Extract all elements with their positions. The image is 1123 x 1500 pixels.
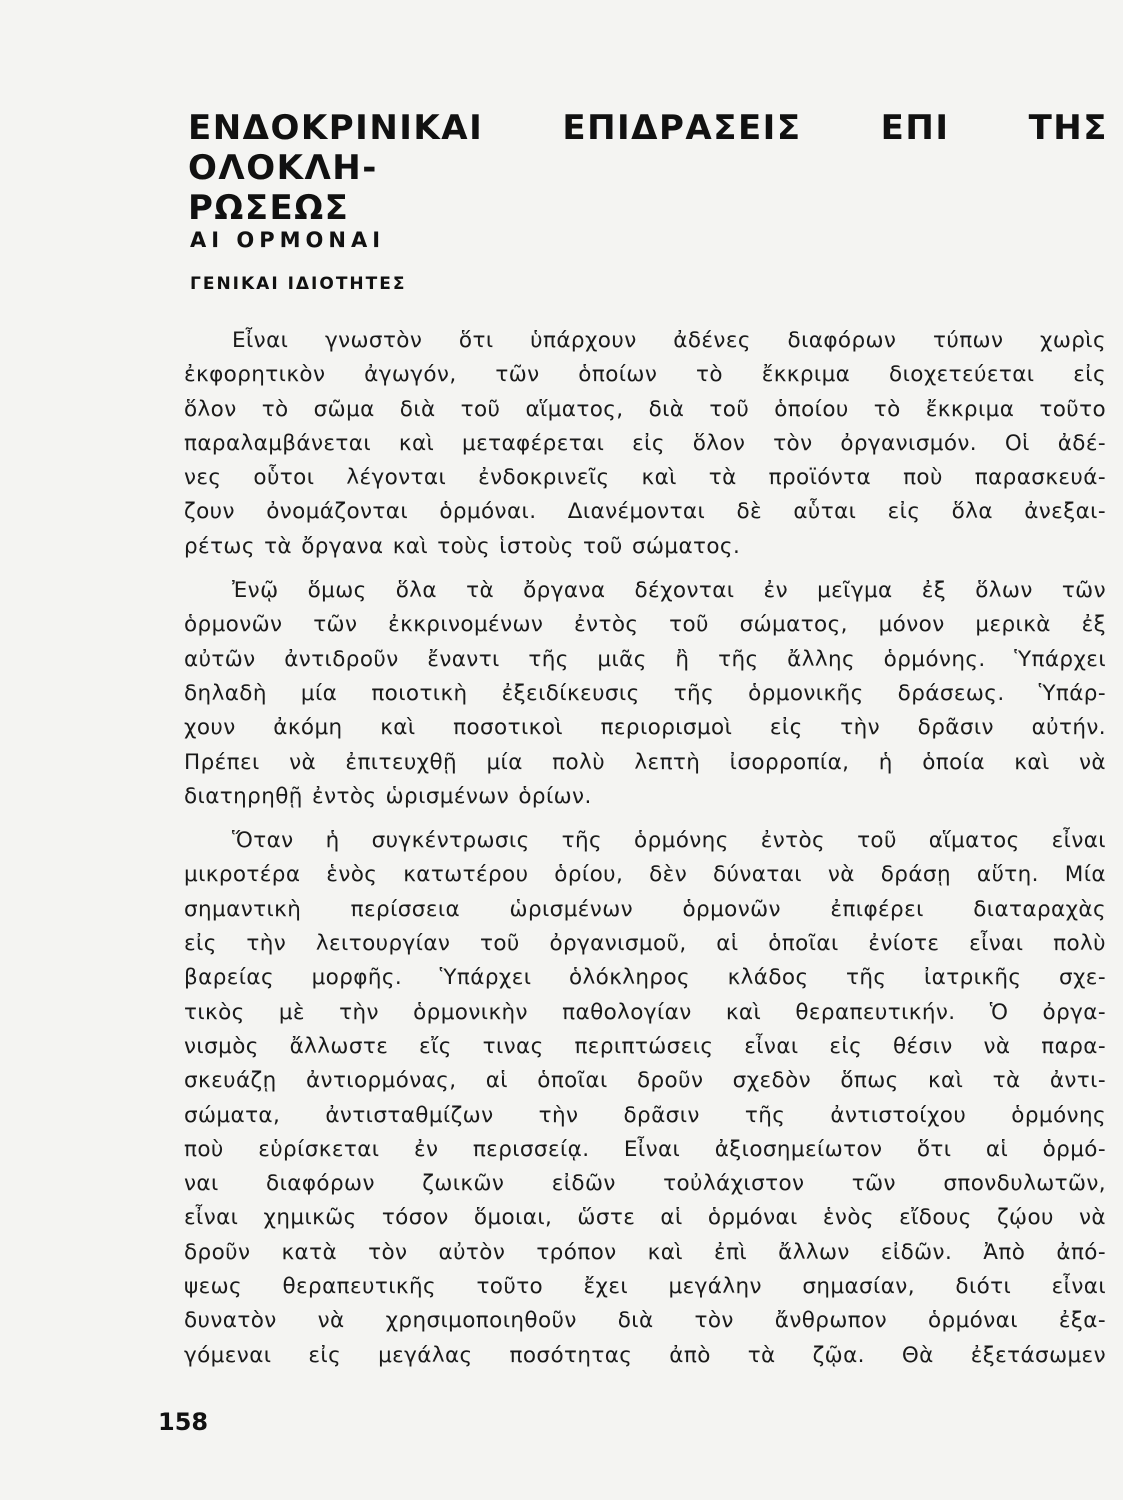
text-line: ψεως θεραπευτικῆς τοῦτο ἔχει μεγάλην σημασίαν, διότι εἶναι (184, 1274, 1106, 1300)
text-line: ὁρμονῶν τῶν ἐκκρινομένων ἐντὸς τοῦ σώματος, μόνον μερικὰ ἐξ (184, 612, 1106, 638)
paragraph-1 (184, 324, 1106, 564)
section-heading: ΑΙ ΟΡΜΟΝΑΙ (190, 228, 386, 252)
page-number: 158 (158, 1408, 209, 1436)
text-line: εἰς τὴν λειτουργίαν τοῦ ὀργανισμοῦ, αἱ ὁποῖαι ἐνίοτε εἶναι πολὺ (184, 931, 1106, 957)
text-line: χουν ἀκόμη καὶ ποσοτικοὶ περιορισμοὶ εἰς τὴν δρᾶσιν αὐτήν. (184, 715, 1106, 741)
body-text (184, 324, 1106, 1373)
text-line: Ἐνῷ ὅμως ὅλα τὰ ὄργανα δέχονται ἐν μεῖγμα ἐξ ὅλων τῶν (232, 578, 1106, 604)
chapter-title (188, 108, 1108, 228)
text-line: νες οὗτοι λέγονται ἐνδοκρινεῖς καὶ τὰ προϊόντα ποὺ παρασκευά- (184, 465, 1106, 491)
chapter-title-line-2: ΡΩΣΕΩΣ (188, 188, 350, 228)
chapter-title-line-1: ΕΝΔΟΚΡΙΝΙΚΑΙ ΕΠΙΔΡΑΣΕΙΣ ΕΠΙ ΤΗΣ ΟΛΟΚΛΗ- (188, 108, 1108, 188)
paragraph-3 (184, 824, 1106, 1373)
text-line: ζουν ὀνομάζονται ὁρμόναι. Διανέμονται δὲ αὗται εἰς ὅλα ἀνεξαι- (184, 499, 1106, 525)
text-line: Ὅταν ἡ συγκέντρωσις τῆς ὁρμόνης ἐντὸς τοῦ αἵματος εἶναι (232, 828, 1106, 854)
text-line: ρέτως τὰ ὄργανα καὶ τοὺς ἱστοὺς τοῦ σώματος. (184, 533, 741, 559)
text-line: Πρέπει νὰ ἐπιτευχθῇ μία πολὺ λεπτὴ ἰσορροπία, ἡ ὁποία καὶ νὰ (184, 749, 1106, 775)
text-line: μικροτέρα ἑνὸς κατωτέρου ὁρίου, δὲν δύναται νὰ δράσῃ αὕτη. Μία (184, 862, 1106, 888)
text-line: βαρείας μορφῆς. Ὑπάρχει ὁλόκληρος κλάδος τῆς ἰατρικῆς σχε- (184, 965, 1106, 991)
text-line: δυνατὸν νὰ χρησιμοποιηθοῦν διὰ τὸν ἄνθρωπον ὁρμόναι ἐξα- (184, 1308, 1106, 1334)
text-line: διατηρηθῇ ἐντὸς ὡρισμένων ὁρίων. (184, 783, 592, 809)
text-line: ποὺ εὑρίσκεται ἐν περισσείᾳ. Εἶναι ἀξιοσημείωτον ὅτι αἱ ὁρμό- (184, 1136, 1106, 1162)
subsection-heading: ΓΕΝΙΚΑΙ ΙΔΙΟΤΗΤΕΣ (190, 274, 407, 294)
text-line: εἶναι χημικῶς τόσον ὅμοιαι, ὥστε αἱ ὁρμόναι ἑνὸς εἴδους ζῴου νὰ (184, 1205, 1106, 1231)
text-line: ὅλον τὸ σῶμα διὰ τοῦ αἵματος, διὰ τοῦ ὁποίου τὸ ἔκκριμα τοῦτο (184, 396, 1106, 422)
text-line: σκευάζῃ ἀντιορμόνας, αἱ ὁποῖαι δροῦν σχεδὸν ὅπως καὶ τὰ ἀντι- (184, 1068, 1106, 1094)
text-line: παραλαμβάνεται καὶ μεταφέρεται εἰς ὅλον τὸν ὀργανισμόν. Οἱ ἀδέ- (184, 430, 1106, 456)
text-line: δηλαδὴ μία ποιοτικὴ ἐξειδίκευσις τῆς ὁρμονικῆς δράσεως. Ὑπάρ- (184, 680, 1106, 706)
text-line: ναι διαφόρων ζωικῶν εἰδῶν τοὐλάχιστον τῶν σπονδυλωτῶν, (184, 1171, 1106, 1197)
text-line: δροῦν κατὰ τὸν αὐτὸν τρόπον καὶ ἐπὶ ἄλλων εἰδῶν. Ἀπὸ ἀπό- (184, 1239, 1106, 1265)
text-line: τικὸς μὲ τὴν ὁρμονικὴν παθολογίαν καὶ θεραπευτικήν. Ὁ ὀργα- (184, 999, 1106, 1025)
text-line: σώματα, ἀντισταθμίζων τὴν δρᾶσιν τῆς ἀντιστοίχου ὁρμόνης (184, 1102, 1106, 1128)
paragraph-2 (184, 574, 1106, 814)
text-line: Εἶναι γνωστὸν ὅτι ὑπάρχουν ἀδένες διαφόρων τύπων χωρὶς (232, 328, 1106, 353)
text-line: γόμεναι εἰς μεγάλας ποσότητας ἀπὸ τὰ ζῷα. Θὰ ἐξετάσωμεν (184, 1342, 1106, 1368)
text-line: ἐκφορητικὸν ἀγωγόν, τῶν ὁποίων τὸ ἔκκριμα διοχετεύεται εἰς (184, 362, 1106, 388)
text-line: νισμὸς ἄλλωστε εἴς τινας περιπτώσεις εἶναι εἰς θέσιν νὰ παρα- (184, 1033, 1106, 1059)
text-line: αὐτῶν ἀντιδροῦν ἔναντι τῆς μιᾶς ἢ τῆς ἄλλης ὁρμόνης. Ὑπάρχει (184, 646, 1106, 672)
text-line: σημαντικὴ περίσσεια ὡρισμένων ὁρμονῶν ἐπιφέρει διαταραχὰς (184, 896, 1106, 922)
